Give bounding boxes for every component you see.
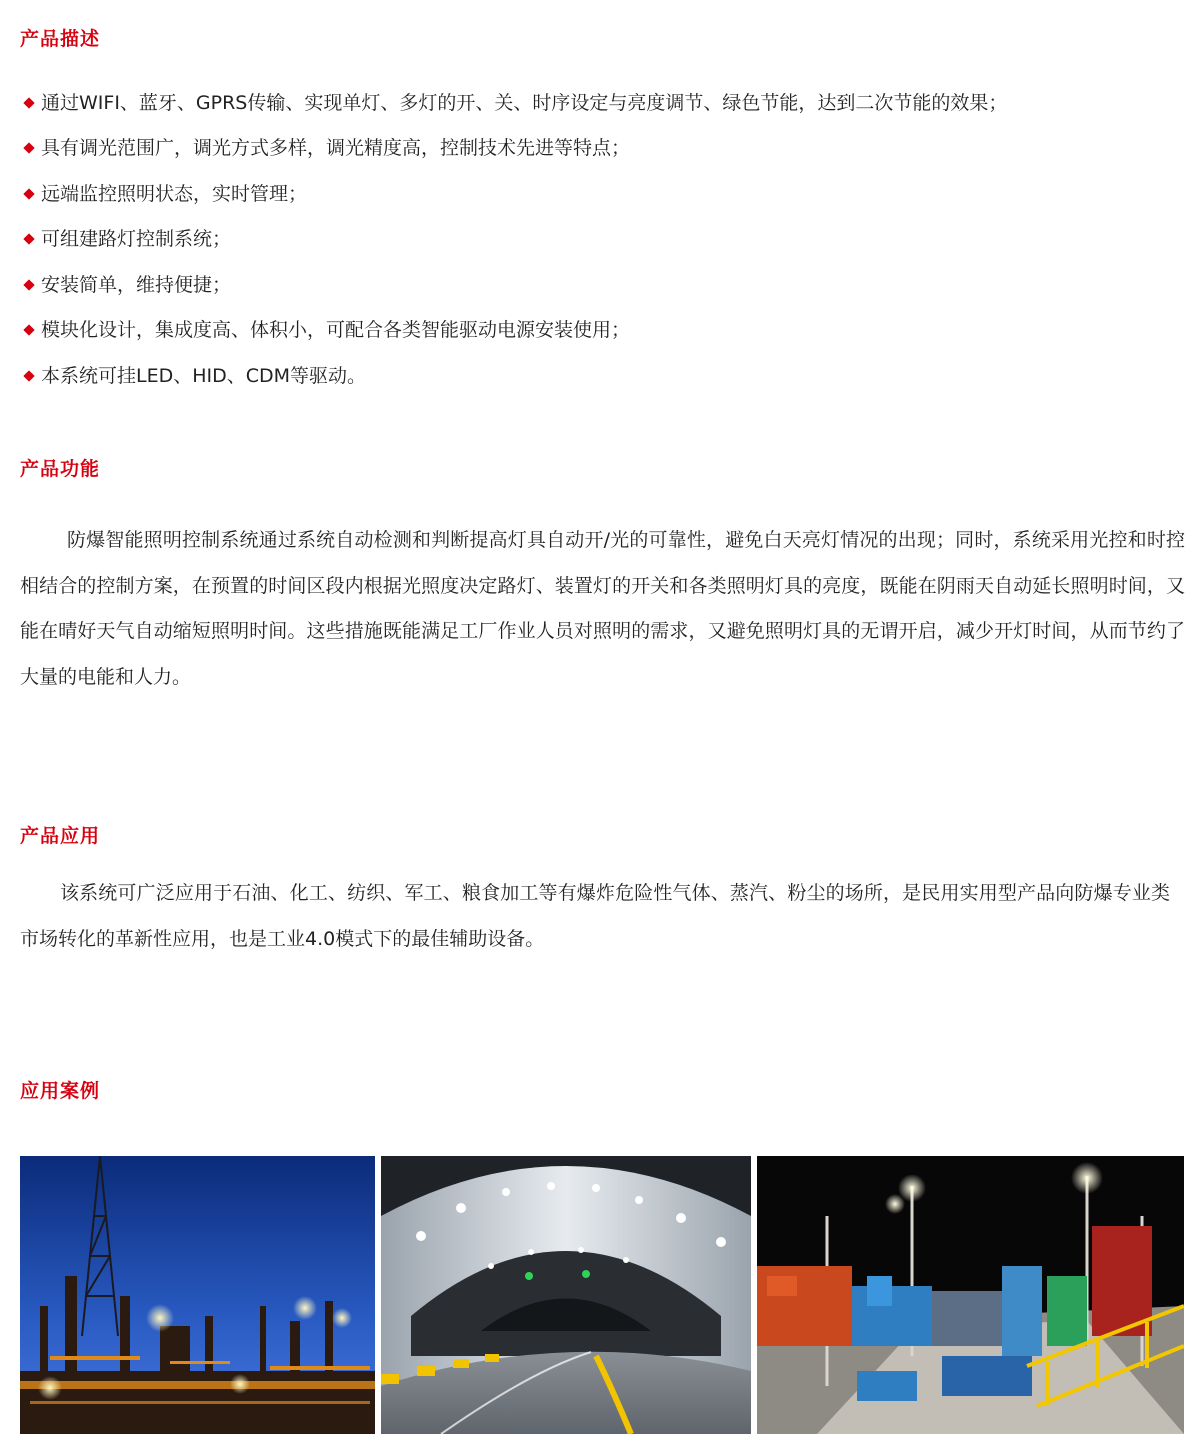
list-item	[20, 171, 1007, 217]
list-item	[20, 126, 1007, 172]
industrial-site-photo	[757, 1156, 1184, 1434]
feature-list	[20, 80, 1007, 399]
red-diamond-bullet-icon	[23, 188, 34, 199]
section-title-application: 产品应用	[20, 825, 101, 847]
red-diamond-bullet-icon	[23, 97, 34, 108]
list-item-text: 远端监控照明状态，实时管理；	[41, 182, 308, 205]
list-item-text: 安装简单，维持便捷；	[41, 273, 232, 296]
red-diamond-bullet-icon	[23, 325, 34, 336]
section-title-cases: 应用案例	[20, 1080, 101, 1102]
list-item	[20, 217, 1007, 263]
list-item-text: 通过WIFI、蓝牙、GPRS传输、实现单灯、多灯的开、关、时序设定与亮度调节、绿色节能，达到二次节能的效果；	[41, 91, 1008, 114]
list-item	[20, 80, 1007, 126]
list-item-text: 具有调光范围广，调光方式多样，调光精度高，控制技术先进等特点；	[41, 137, 631, 160]
application-paragraph: 该系统可广泛应用于石油、化工、纺织、军工、粮食加工等有爆炸危险性气体、蒸汽、粉尘的场所，是民用实用型产品向防爆专业类市场转化的革新性应用，也是工业4.0模式下的最佳辅助设备。	[20, 882, 1170, 950]
red-diamond-bullet-icon	[23, 234, 34, 245]
case-photo-gallery	[20, 1156, 1184, 1434]
list-item-text: 本系统可挂LED、HID、CDM等驱动。	[41, 364, 367, 387]
tunnel-lighting-photo	[381, 1156, 751, 1434]
red-diamond-bullet-icon	[23, 370, 34, 381]
refinery-night-photo	[20, 1156, 375, 1434]
list-item	[20, 308, 1007, 354]
red-diamond-bullet-icon	[23, 279, 34, 290]
list-item	[20, 262, 1007, 308]
section-title-description: 产品描述	[20, 28, 101, 50]
list-item-text: 模块化设计，集成度高、体积小，可配合各类智能驱动电源安装使用；	[41, 319, 631, 342]
function-paragraph: 防爆智能照明控制系统通过系统自动检测和判断提高灯具自动开/光的可靠性，避免白天亮灯情况的出现；同时，系统采用光控和时控相结合的控制方案，在预置的时间区段内根据光照度决定路灯、装置灯的开关和各类照明灯具的亮度，既能在阴雨天自动延长照明时间，又能在晴好天气自动缩短照明时间。这些措施既能满足工厂作业人员对照明的需求，又避免照明灯具的无谓开启，减少开灯时间，从而节约了大量的电能和人力。	[20, 529, 1185, 688]
list-item-text: 可组建路灯控制系统；	[41, 228, 232, 251]
list-item	[20, 353, 1007, 399]
section-title-function: 产品功能	[20, 458, 101, 480]
red-diamond-bullet-icon	[23, 143, 34, 154]
